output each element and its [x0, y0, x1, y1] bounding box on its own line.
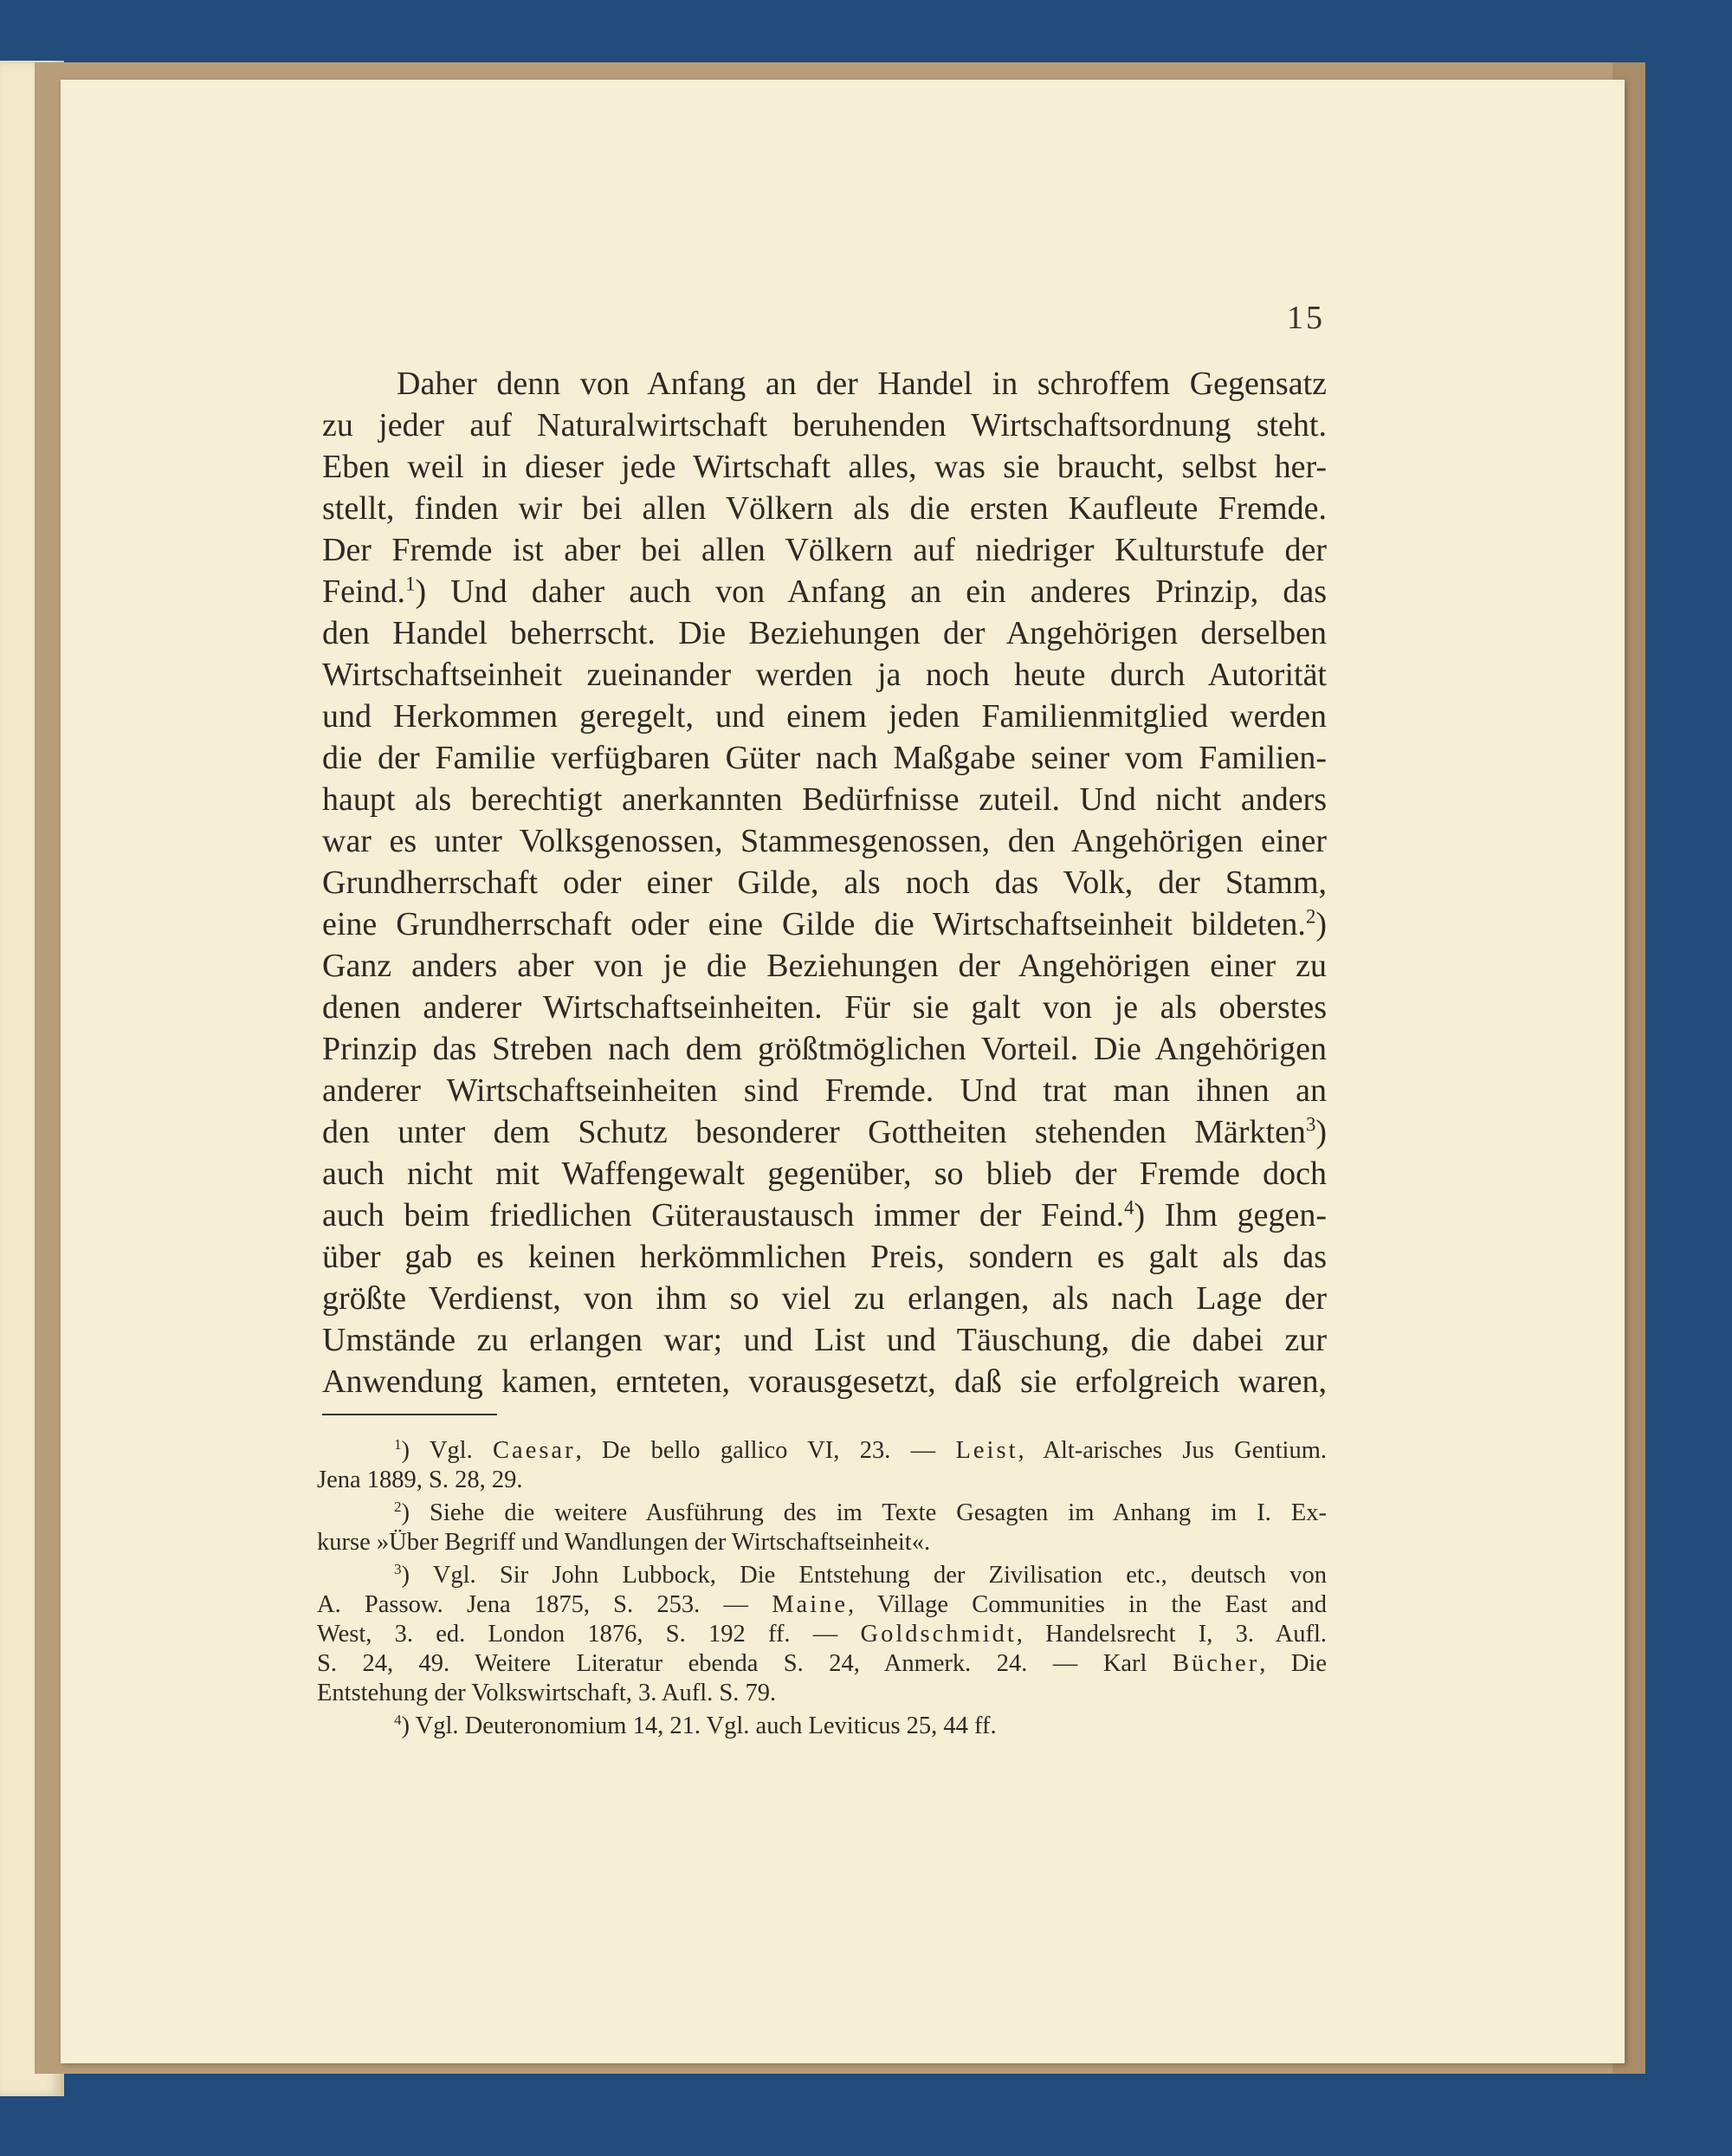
body-line: war es unter Volksgenossen, Stammesgenossen, den Angehörigen einer [322, 823, 1327, 859]
footnote-4 [394, 1712, 1327, 1741]
footnote-text: , De bello gallico VI, 23. — [575, 1437, 956, 1464]
body-line: Umstände zu erlangen war; und List und Täuschung, die dabei zur [322, 1322, 1327, 1358]
footnote-mark: 4 [394, 1711, 402, 1728]
body-line: Der Fremde ist aber bei allen Völkern auf niedriger Kulturstufe der [322, 532, 1327, 568]
footnote-text: ) Siehe die weitere Ausführung des im Texte Gesagten im Anhang im I. Ex- [401, 1499, 1327, 1526]
footnote-2-line-2: kurse »Über Begriff und Wandlungen der Wirtschaftseinheit«. [317, 1529, 931, 1556]
body-text: auch beim friedlichen Güteraustausch immer der Feind. [322, 1197, 1125, 1233]
body-line: und Herkommen geregelt, und einem jeden Familienmitglied werden [322, 698, 1327, 735]
body-line: über gab es keinen herkömmlichen Preis, sondern es galt als das [322, 1239, 1327, 1275]
body-text: Feind. [322, 573, 406, 610]
footnote-author: Caesar [493, 1437, 576, 1464]
body-text: den unter dem Schutz besonderer Gottheiten stehenden Märkten [322, 1114, 1306, 1150]
footnote-3-line-2 [317, 1590, 1327, 1620]
body-text: ) Und daher auch von Anfang an ein anderes Prinzip, das [415, 573, 1327, 610]
body-line: die der Familie verfügbaren Güter nach Maßgabe seiner vom Familien- [322, 740, 1327, 776]
footnote-author: Bücher [1172, 1650, 1260, 1677]
footnote-ref: 2 [1305, 905, 1316, 928]
footnote-text: , Die [1259, 1650, 1327, 1677]
footnote-text: ) Vgl. Sir John Lubbock, Die Entstehung der Zivilisation etc., deutsch von [401, 1562, 1327, 1589]
footnote-text: , Handelsrecht I, 3. Aufl. [1016, 1621, 1328, 1648]
body-line: Anwendung kamen, ernteten, vorausgesetzt, daß sie erfolgreich waren, [322, 1363, 1327, 1400]
footnote-3 [394, 1561, 1327, 1590]
footnote-text: , Alt-arisches Jus Gentium. [1018, 1437, 1327, 1464]
body-text: eine Grundherrschaft oder eine Gilde die Wirtschaftseinheit bildeten. [322, 906, 1306, 942]
footnote-2 [394, 1499, 1327, 1528]
body-line: Wirtschaftseinheit zueinander werden ja noch heute durch Autorität [322, 657, 1327, 693]
body-line: Prinzip das Streben nach dem größtmöglichen Vorteil. Die Angehörigen [322, 1031, 1327, 1067]
footnote-text: West, 3. ed. London 1876, S. 192 ff. — [317, 1621, 861, 1648]
footnote-mark: 3 [394, 1560, 402, 1577]
body-text: ) Ihm gegen- [1134, 1197, 1327, 1233]
body-line: den Handel beherrscht. Die Beziehungen der Angehörigen derselben [322, 615, 1327, 651]
footnote-text: A. Passow. Jena 1875, S. 253. — [317, 1591, 772, 1618]
body-line [322, 1195, 1327, 1236]
body-line: stellt, finden wir bei allen Völkern als die ersten Kaufleute Fremde. [322, 490, 1327, 527]
body-line: anderer Wirtschaftseinheiten sind Fremde. Und trat man ihnen an [322, 1072, 1327, 1109]
body-line [322, 903, 1327, 945]
footnote-author: Leist [955, 1437, 1018, 1464]
footnote-rule [322, 1414, 497, 1415]
footnote-text: S. 24, 49. Weitere Literatur ebenda S. 24, Anmerk. 24. — Karl [317, 1650, 1173, 1677]
footnote-3-line-5: Entstehung der Volkswirtschaft, 3. Aufl. S. 79. [317, 1680, 777, 1706]
footnote-3-line-3 [317, 1620, 1327, 1649]
body-line: haupt als berechtigt anerkannten Bedürfnisse zuteil. Und nicht anders [322, 781, 1327, 818]
footnote-1-line-2: Jena 1889, S. 28, 29. [317, 1466, 523, 1493]
body-line: denen anderer Wirtschaftseinheiten. Für sie galt von je als oberstes [322, 989, 1327, 1026]
footnote-text: , Village Communities in the East and [848, 1591, 1327, 1618]
footnote-mark: 1 [394, 1435, 402, 1453]
footnote-ref: 3 [1305, 1113, 1316, 1136]
page-number: 15 [1287, 300, 1325, 336]
footnote-author: Goldschmidt [860, 1621, 1017, 1648]
body-line: zu jeder auf Naturalwirtschaft beruhenden Wirtschaftsordnung steht. [322, 407, 1327, 444]
footnote-ref: 4 [1124, 1196, 1134, 1219]
footnote-1 [394, 1436, 1327, 1466]
footnote-text: ) Vgl. [401, 1437, 494, 1464]
body-line: Ganz anders aber von je die Beziehungen der Angehörigen einer zu [322, 948, 1327, 984]
body-line [322, 1111, 1327, 1153]
footnote-3-line-4 [317, 1649, 1327, 1679]
body-line: Eben weil in dieser jede Wirtschaft alles, was sie braucht, selbst her- [322, 449, 1327, 485]
body-line: auch nicht mit Waffengewalt gegenüber, so blieb der Fremde doch [322, 1156, 1327, 1192]
body-line [322, 571, 1327, 612]
body-line: Daher denn von Anfang an der Handel in schroffem Gegensatz [397, 366, 1327, 402]
body-line: Grundherrschaft oder einer Gilde, als noch das Volk, der Stamm, [322, 864, 1327, 901]
footnote-author: Maine [772, 1591, 849, 1618]
footnote-mark: 2 [394, 1498, 402, 1515]
body-text: ) [1315, 1114, 1327, 1150]
body-line: größte Verdienst, von ihm so viel zu erlangen, als nach Lage der [322, 1280, 1327, 1317]
footnote-text: ) Vgl. Deuteronomium 14, 21. Vgl. auch Leviticus 25, 44 ff. [401, 1712, 997, 1739]
body-text: ) [1315, 906, 1327, 942]
footnote-ref: 1 [405, 573, 416, 595]
